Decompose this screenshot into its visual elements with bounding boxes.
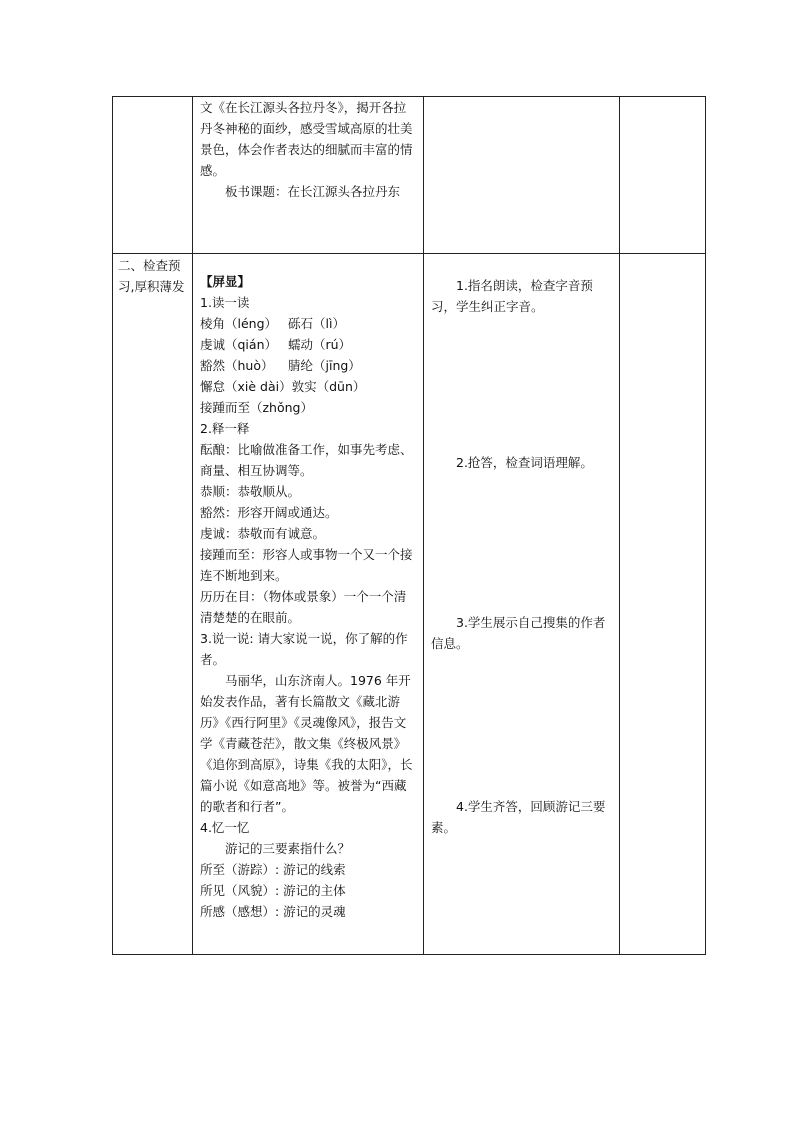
definition-item: 豁然：形容开阔或通达。 bbox=[200, 505, 338, 520]
pinyin-line: 豁然（huò） 腈纶（jīng） bbox=[200, 358, 361, 373]
student-activity-item: 4.学生齐答，回顾游记三要素。 bbox=[431, 799, 606, 835]
definition-item: 虔诚：恭敬而有诚意。 bbox=[200, 526, 326, 541]
stage-label: 二、检查预习,厚积薄发 bbox=[118, 258, 185, 294]
pinyin-line: 接踵而至（zhǒng） bbox=[200, 400, 313, 415]
definition-item: 历历在目：（物体或景象）一个一个清清楚楚的在眼前。 bbox=[200, 589, 407, 625]
recall-question: 游记的三要素指什么？ bbox=[225, 841, 351, 856]
speak-heading: 3.说一说: 请大家说一说，你了解的作者。 bbox=[200, 631, 408, 667]
recall-item: 所见（风貌）: 游记的主体 bbox=[200, 883, 346, 898]
blackboard-title: 板书课题：在长江源头各拉丹东 bbox=[225, 184, 401, 199]
read-heading: 1.读一读 bbox=[200, 295, 250, 310]
student-activity-cell bbox=[424, 254, 620, 955]
recall-heading: 4.忆一忆 bbox=[200, 820, 250, 835]
student-activity-cell bbox=[424, 97, 620, 254]
notes-cell bbox=[620, 254, 706, 955]
notes-cell bbox=[620, 97, 706, 254]
stage-cell bbox=[113, 254, 193, 955]
stage-cell bbox=[113, 97, 193, 254]
intro-paragraph: 文《在长江源头各拉丹冬》，揭开各拉丹冬神秘的面纱，感受雪域高原的壮美景色，体会作者表达的细腻而丰富的情感。 bbox=[200, 100, 413, 178]
pinyin-line: 虔诚（qián） 蠕动（rú） bbox=[200, 337, 352, 352]
stage-label bbox=[113, 97, 192, 98]
table-row bbox=[113, 254, 706, 955]
student-activity-item: 1.指名朗读，检查字音预习，学生纠正字音。 bbox=[431, 278, 593, 314]
teacher-content-cell bbox=[193, 97, 424, 254]
definition-item: 接踵而至：形容人或事物一个又一个接连不断地到来。 bbox=[200, 547, 413, 583]
lesson-plan-table bbox=[112, 96, 706, 955]
author-bio: 马丽华，山东济南人。1976 年开始发表作品，著有长篇散文《藏北游历》《西行阿里》《灵魂像风》，报告文学《青藏苍茫》，散文集《终极风景》《追你到高原》，诗集《我的太阳》，长篇小说《如意高地》等。被誉为“西藏的歌者和行者”。 bbox=[200, 673, 413, 814]
table-row bbox=[113, 97, 706, 254]
student-activity-item: 2.抢答，检查词语理解。 bbox=[456, 455, 593, 470]
student-activity-item: 3.学生展示自己搜集的作者信息。 bbox=[431, 615, 606, 651]
explain-heading: 2.释一释 bbox=[200, 421, 250, 436]
pinyin-line: 棱角（léng） 砾石（lì） bbox=[200, 316, 345, 331]
recall-item: 所至（游踪）: 游记的线索 bbox=[200, 862, 346, 877]
pinyin-line: 懈怠（xiè dài）敦实（dūn） bbox=[200, 379, 366, 394]
screen-label: 【屏显】 bbox=[200, 274, 251, 289]
definition-item: 酝酿：比喻做准备工作，如事先考虑、商量、相互协调等。 bbox=[200, 442, 413, 478]
definition-item: 恭顺：恭敬顺从。 bbox=[200, 484, 301, 499]
teacher-content-cell bbox=[193, 254, 424, 955]
recall-item: 所感（感想）: 游记的灵魂 bbox=[200, 904, 346, 919]
